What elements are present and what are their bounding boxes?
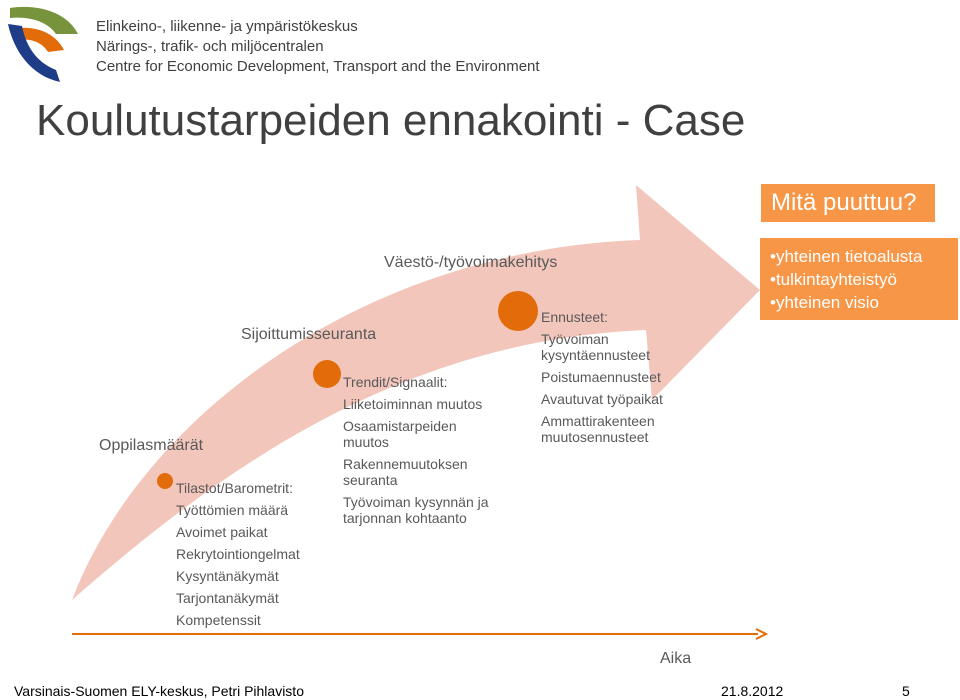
org-name-fi: Elinkeino-, liikenne- ja ympäristökeskus bbox=[96, 18, 358, 35]
list-item: Avautuvat työpaikat bbox=[541, 391, 663, 407]
list-item: Tarjontanäkymät bbox=[176, 590, 279, 606]
list-item: Työvoiman kysynnän ja tarjonnan kohtaanto bbox=[343, 494, 489, 526]
missing-item: •yhteinen visio bbox=[770, 293, 879, 312]
list-item: Työvoiman kysyntäennusteet bbox=[541, 331, 650, 363]
trendit-list bbox=[343, 374, 518, 532]
label-oppilasmaarat: Oppilasmäärät bbox=[99, 437, 204, 454]
org-name-sv: Närings-, trafik- och miljöcentralen bbox=[96, 38, 324, 55]
list-item: Avoimet paikat bbox=[176, 524, 268, 540]
list-item: Liiketoiminnan muutos bbox=[343, 396, 483, 412]
trendit-heading: Trendit/Signaalit: bbox=[343, 374, 448, 390]
missing-box bbox=[760, 238, 958, 320]
tilastot-list bbox=[176, 477, 300, 631]
footer-page-number: 5 bbox=[902, 683, 910, 699]
ennusteet-list bbox=[541, 309, 691, 451]
list-item: Kompetenssit bbox=[176, 612, 261, 628]
label-vaesto: Väestö-/työvoimakehitys bbox=[384, 254, 558, 271]
footer-date: 21.8.2012 bbox=[721, 683, 784, 699]
list-item: Osaamistarpeiden muutos bbox=[343, 418, 457, 450]
footer-author: Varsinais-Suomen ELY-keskus, Petri Pihlavisto bbox=[14, 683, 304, 699]
label-sijoittumisseuranta: Sijoittumisseuranta bbox=[241, 326, 377, 343]
dot-tilastot bbox=[157, 473, 173, 489]
dot-trendit bbox=[313, 360, 341, 388]
list-item: Poistumaennusteet bbox=[541, 369, 661, 385]
label-aika: Aika bbox=[660, 650, 692, 667]
slide-title: Koulutustarpeiden ennakointi - Case bbox=[36, 96, 746, 145]
org-name-en: Centre for Economic Development, Transport and the Environment bbox=[96, 58, 540, 75]
dot-ennusteet bbox=[498, 291, 538, 331]
ennusteet-heading: Ennusteet: bbox=[541, 309, 608, 325]
question-box: Mitä puuttuu? bbox=[761, 184, 935, 222]
missing-item: •yhteinen tietoalusta bbox=[770, 247, 923, 266]
tilastot-heading: Tilastot/Barometrit: bbox=[176, 480, 293, 496]
list-item: Rakennemuutoksen seuranta bbox=[343, 456, 468, 488]
list-item: Rekrytointiongelmat bbox=[176, 546, 300, 562]
list-item: Työttömien määrä bbox=[176, 502, 289, 518]
missing-item: •tulkintayhteistyö bbox=[770, 270, 897, 289]
list-item: Ammattirakenteen muutosennusteet bbox=[541, 413, 655, 445]
list-item: Kysyntänäkymät bbox=[176, 568, 279, 584]
